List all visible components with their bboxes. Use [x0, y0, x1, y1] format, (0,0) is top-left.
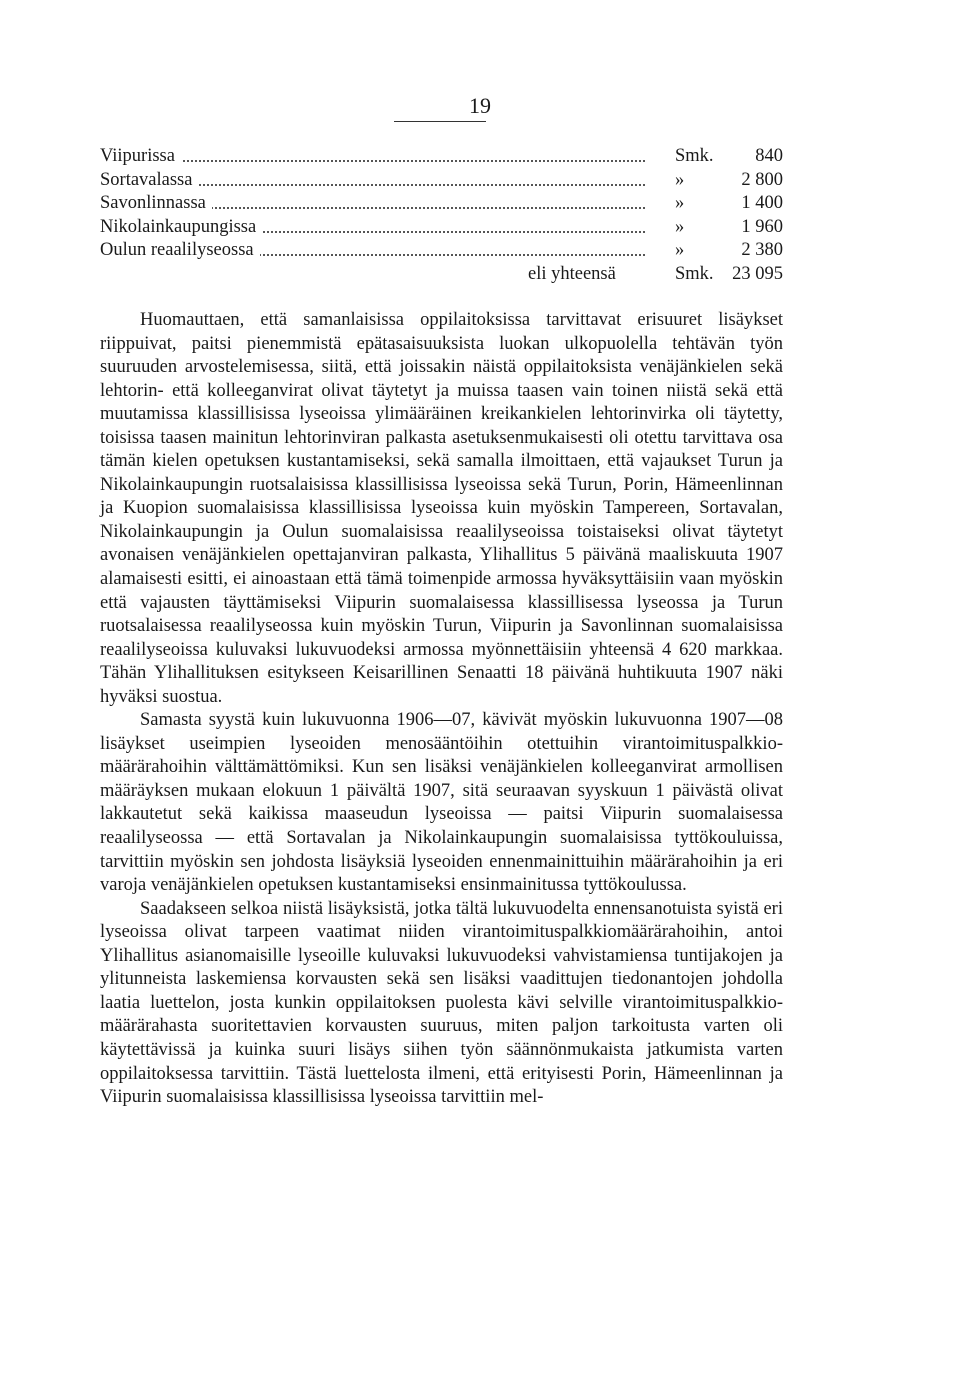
amount: 2 380 — [741, 240, 783, 260]
amount: 840 — [755, 146, 783, 166]
sum-amount: 23 095 — [732, 263, 783, 284]
totals-row — [100, 169, 783, 193]
page-number: 19 — [469, 93, 491, 118]
totals-row — [100, 216, 783, 240]
currency-mark: Smk. — [675, 146, 714, 166]
page-number-rule — [394, 121, 486, 122]
amount: 1 400 — [741, 193, 783, 213]
school-name: Viipurissa — [100, 145, 181, 169]
paragraph: Huomauttaen, että samanlaisissa oppilaitoksissa tarvittavat erisuuret lisäykset riippuivat, paitsi pienemmistä epätasaisuuksista luokan ulkopuolella tehtävän työn suuruuden arvostelemisessa, siitä, että joissakin näistä oppilaitoksista venäjänkielen sekä lehtorin- että kolleeganvirat olivat täytetyt ja muissa taasen vain toinen niistä sekä että muutamissa klassillisissa lyseoissa ylimääräinen kreikankielen lehtorinvirka oli täytetty, toisissa taasen mainitun lehtorinviran palkasta asetuksenmukaisesti oli otettu tarvittava osa tämän kielen opetuksen kustantamiseksi, sekä samalla ilmoittaen, että vajaukset Turun ja Nikolainkaupungin ruotsalaisissa klassillisissa lyseoissa sekä Turun, Porin, Hämeenlinnan ja Kuopion suomalaisissa klassillisissa lyseoissa kuin myöskin Tampereen, Sortavalan, Nikolainkaupungin ja Oulun suomalaisissa reaalilyseoissa toistaiseksi olivat täytetyt avonaisen venäjänkielen opettajanviran palkasta, Ylihallitus 5 päivänä maaliskuuta 1907 alamaisesti esitti, ei ainoastaan että tämä toimenpide armossa hyväksyttäisiin vaan myöskin että vajausten täyttämiseksi Viipurin suomalaisessa klassillisessa lyseossa ja Turun ruotsalaisessa reaalilyseossa kuin myöskin Turun, Viipurin ja Savonlinnan suomalaisissa reaalilyseoissa kuluvaksi lukuvuodeksi armossa myönnettäisiin yhteensä 4 620 markkaa. Tähän Ylihallituksen esitykseen Keisarillinen Senaatti 18 päivänä huhtikuuta 1907 näki hyväksi suostua. — [100, 310, 783, 707]
currency-mark: » — [675, 169, 685, 190]
school-name: Oulun reaalilyseossa — [100, 239, 260, 263]
amount: 1 960 — [741, 216, 783, 237]
totals-table — [100, 145, 783, 286]
totals-row — [100, 145, 783, 169]
body-text — [100, 309, 783, 1110]
school-name: Nikolainkaupungissa — [100, 216, 262, 240]
school-name: Savonlinnassa — [100, 192, 212, 216]
paragraph: Samasta syystä kuin lukuvuonna 1906—07, kävivät myöskin lukuvuonna 1907—08 lisäykset useimpien lyseoiden menosääntöihin otettuihin virantoimituspalkkio-määrärahoihin välttämättömiksi. Kun sen lisäksi venäjänkielen kolleeganvirat armollisen määräyksen mukaan elokuun 1 päivältä 1907, sitä seuraavan syyskuun 1 päivästä olivat lakkautetut sekä kaikissa maaseudun lyseoissa — paitsi Viipurin suomalaisessa reaalilyseossa — että Sortavalan ja Nikolainkaupungin suomalaisissa tyttökouluissa, tarvittiin myöskin sen johdosta lisäyksiä lyseoiden ennenmainittuihin määrärahoihin ja eri varoja venäjänkielen opetuksen kustantamiseksi ensinmainitussa tyttökoulussa. — [100, 710, 783, 896]
sum-label: eli yhteensä — [528, 263, 616, 284]
amount: 2 800 — [741, 169, 783, 190]
totals-row — [100, 192, 783, 216]
currency-mark: Smk. — [675, 263, 714, 284]
paragraph: Saadakseen selkoa niistä lisäyksistä, jotka tältä lukuvuodelta ennensanotuista syistä eri lyseoissa olivat tarpeen vaatimat niiden virantoimituspalkkiomäärärahoihin, antoi Ylihallitus asianomaisille lyseoille kuluvaksi lukuvuodeksi vahvistamiensa tuntijakojen ja ylitunneista laskemiensa korvausten sekä sen lisäksi vaadittujen tiedonantojen johdolla laatia luettelon, josta kunkin oppilaitoksen puolesta kävi selville virantoimituspalkkio-määrärahasta suoritettavien korvausten suuruus, miten paljon tarkoitusta varten oli käytettävissä ja kuinka suuri lisäys siihen työn säännönmukaista jatkumista varten oppilaitoksessa tarvittiin. Tästä luettelosta ilmeni, että erityisesti Porin, Hämeenlinnan ja Viipurin suomalaisissa klassillisissa lyseoissa tarvittiin mel- — [100, 898, 783, 1108]
dot-leader — [100, 160, 645, 162]
currency-mark: » — [675, 193, 685, 213]
currency-mark: » — [675, 240, 685, 260]
totals-row — [100, 239, 783, 263]
totals-sum-row — [100, 263, 783, 287]
currency-mark: » — [675, 216, 685, 237]
school-name: Sortavalassa — [100, 169, 198, 193]
